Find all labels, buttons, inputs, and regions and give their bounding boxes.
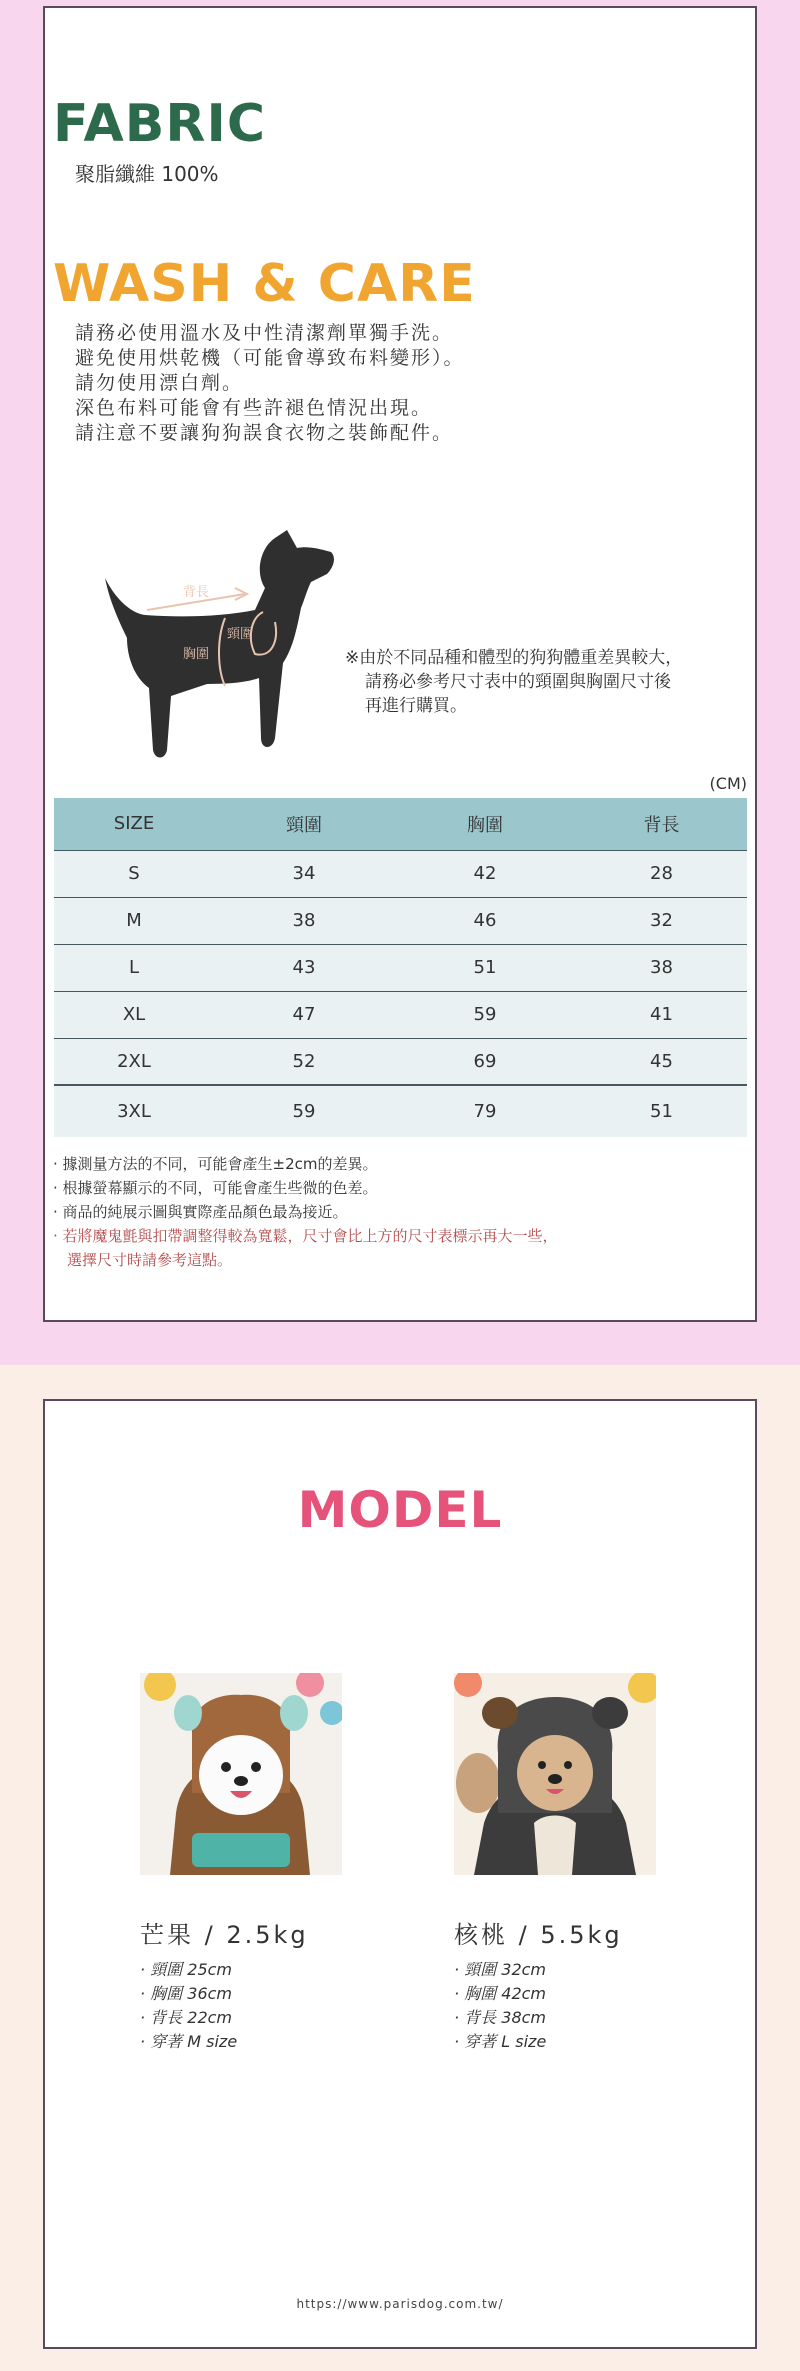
table-cell: 46 [394, 897, 576, 944]
table-cell: 38 [576, 944, 747, 991]
note-item: · 根據螢幕顯示的不同，可能會產生些微的色差。 [53, 1179, 378, 1197]
table-cell: 45 [576, 1038, 747, 1085]
column-header: 頸圍 [214, 798, 394, 850]
table-row [54, 944, 747, 991]
column-header: SIZE [54, 798, 214, 850]
table-cell: 41 [576, 991, 747, 1038]
column-header: 背長 [576, 798, 747, 850]
table-cell: 52 [214, 1038, 394, 1085]
table-cell: 32 [576, 897, 747, 944]
table-cell: 51 [394, 944, 576, 991]
table-cell: 3XL [54, 1085, 214, 1137]
table-row [54, 991, 747, 1038]
table-cell: L [54, 944, 214, 991]
size-advice-note [345, 646, 682, 718]
table-cell: M [54, 897, 214, 944]
model-name: 核桃 / 5.5kg [454, 1921, 623, 1949]
table-row [54, 1038, 747, 1085]
model-heading: MODEL [297, 1481, 503, 1539]
table-cell: 51 [576, 1085, 747, 1137]
wash-care-heading: WASH & CARE [53, 254, 476, 314]
wash-care-item: 請勿使用漂白劑。 [75, 372, 244, 394]
table-cell: 47 [214, 991, 394, 1038]
table-cell: 79 [394, 1085, 576, 1137]
back-length-label: 背長 [183, 585, 210, 600]
model-walnut [454, 1673, 714, 2054]
note-item: · 據測量方法的不同，可能會產生±2cm的差異。 [53, 1155, 378, 1173]
wash-care-item: 請務必使用溫水及中性清潔劑單獨手洗。 [75, 322, 454, 344]
size-advice-line: 請務必參考尺寸表中的頸圍與胸圍尺寸後 [365, 672, 671, 692]
table-cell: 28 [576, 850, 747, 897]
fabric-heading: FABRIC [53, 94, 266, 154]
table-cell: 34 [214, 850, 394, 897]
dog-measurement-diagram [75, 518, 355, 768]
wash-care-item: 深色布料可能會有些許褪色情況出現。 [75, 397, 433, 419]
model-photo [454, 1673, 656, 1875]
model-card [43, 1399, 757, 2349]
table-cell: 42 [394, 850, 576, 897]
size-advice-line: ※由於不同品種和體型的狗狗體重差異較大， [345, 648, 683, 668]
model-stats [140, 1958, 400, 2054]
poodle-in-hood-image [454, 1673, 656, 1875]
model-stat: · 背長 22cm [140, 2008, 233, 2027]
table-cell: XL [54, 991, 214, 1038]
table-cell: 38 [214, 897, 394, 944]
model-stat: · 胸圍 42cm [454, 1984, 547, 2003]
table-header-row [54, 798, 747, 850]
table-unit-label: (CM) [709, 774, 747, 793]
model-stat: · 背長 38cm [454, 2008, 547, 2027]
size-info-card [43, 6, 757, 1322]
measurement-notes [53, 1152, 558, 1272]
wash-care-item: 避免使用烘乾機（可能會導致布料變形）。 [75, 347, 465, 369]
model-stat: · 頸圍 32cm [454, 1960, 547, 1979]
size-advice-line: 再進行購買。 [365, 696, 467, 716]
size-table [54, 798, 747, 1137]
wash-care-list [75, 321, 465, 446]
column-header: 胸圍 [394, 798, 576, 850]
model-mango [140, 1673, 400, 2054]
table-cell: 59 [214, 1085, 394, 1137]
website-url-link[interactable]: https://www.parisdog.com.tw/ [296, 2297, 504, 2311]
wash-care-item: 請注意不要讓狗狗誤食衣物之裝飾配件。 [75, 422, 454, 444]
neck-label: 頸圍 [227, 627, 254, 642]
table-cell: 59 [394, 991, 576, 1038]
note-item: · 商品的純展示圖與實際產品顏色最為接近。 [53, 1203, 348, 1221]
fabric-composition: 聚脂纖維 100% [75, 162, 219, 186]
model-stat: · 胸圍 36cm [140, 1984, 233, 2003]
table-row [54, 850, 747, 897]
model-stat: · 頸圍 25cm [140, 1960, 233, 1979]
table-cell: 43 [214, 944, 394, 991]
white-dog-in-hood-image [140, 1673, 342, 1875]
table-cell: S [54, 850, 214, 897]
model-stats [454, 1958, 714, 2054]
warning-note: · 若將魔鬼氈與扣帶調整得較為寬鬆，尺寸會比上方的尺寸表標示再大一些， [53, 1227, 558, 1245]
table-cell: 69 [394, 1038, 576, 1085]
model-stat: · 穿著 M size [140, 2032, 238, 2051]
table-cell: 2XL [54, 1038, 214, 1085]
chest-label: 胸圍 [183, 647, 210, 662]
table-row [54, 897, 747, 944]
model-stat: · 穿著 L size [454, 2032, 547, 2051]
table-row [54, 1085, 747, 1137]
warning-note: 選擇尺寸時請參考這點。 [67, 1251, 233, 1269]
model-photo [140, 1673, 342, 1875]
model-name: 芒果 / 2.5kg [140, 1921, 309, 1949]
dog-tag-dot [282, 608, 296, 622]
